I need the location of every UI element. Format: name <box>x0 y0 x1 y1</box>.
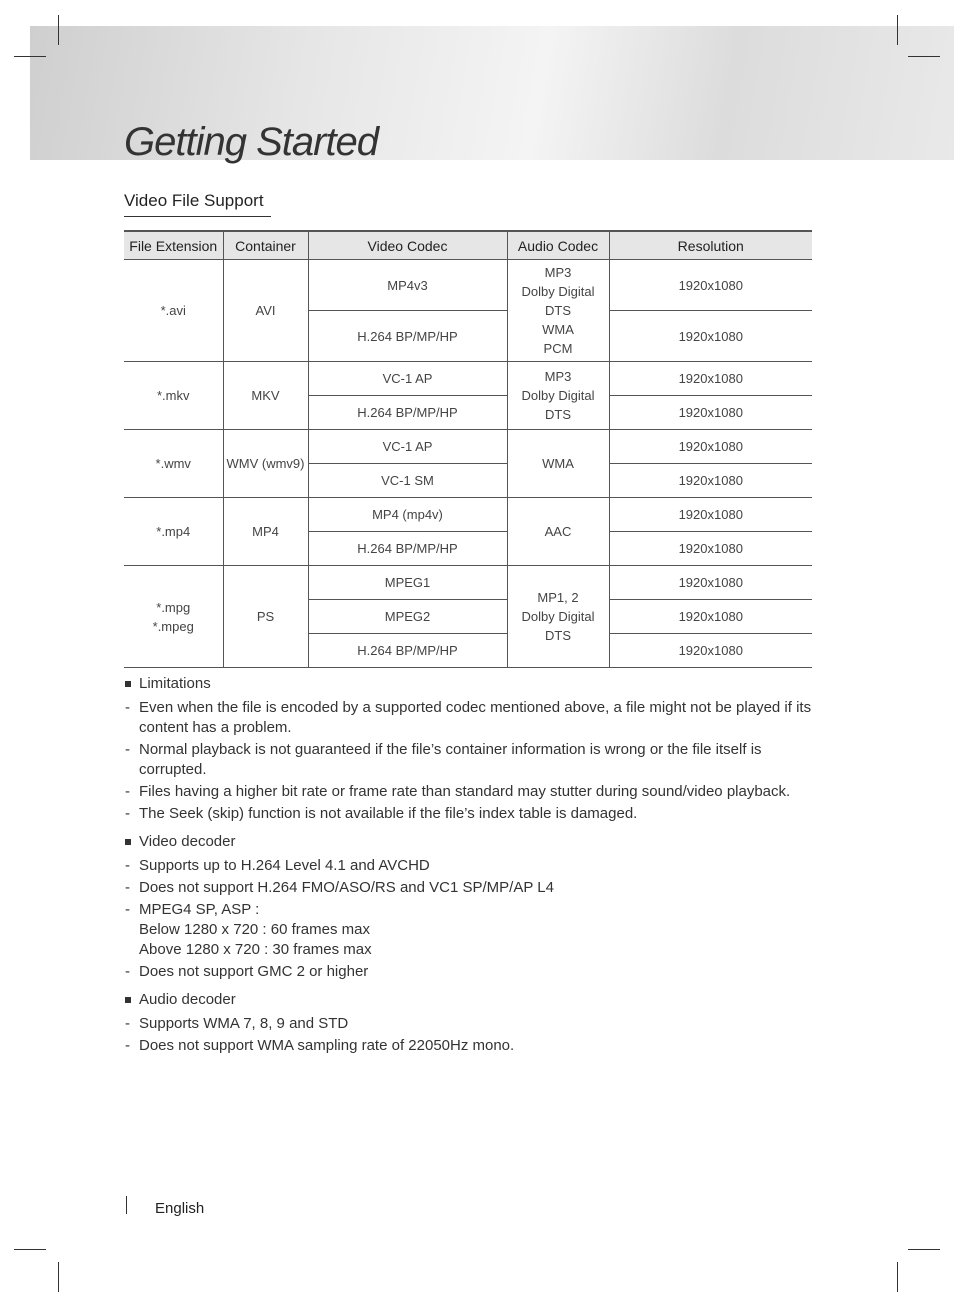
cell-video-codec: VC-1 SM <box>308 464 507 498</box>
table-header-row <box>124 231 812 260</box>
notes-section <box>124 674 814 1064</box>
notes-list <box>124 1014 814 1056</box>
table-row <box>124 498 812 532</box>
list-item-line: - Supports WMA 7, 8, 9 and STD <box>139 1015 349 1032</box>
cell-audio-codec <box>507 260 609 362</box>
cell-container: PS <box>223 566 308 668</box>
list-item-line: Above 1280 x 720 : 30 frames max <box>139 941 372 958</box>
list-item <box>124 856 814 876</box>
cell-resolution: 1920x1080 <box>609 430 812 464</box>
list-item <box>124 740 814 780</box>
notes-group-limitations <box>124 674 814 824</box>
list-item-line: - Normal playback is not guaranteed if the file’s container information is wrong or the file itself is <box>139 741 762 758</box>
cell-video-codec: MPEG2 <box>308 600 507 634</box>
list-item-line: - Does not support GMC 2 or higher <box>139 963 369 980</box>
audio-codec-item: Dolby Digital <box>521 284 595 299</box>
table-row <box>124 566 812 600</box>
cell-video-codec: MP4 (mp4v) <box>308 498 507 532</box>
list-item <box>124 878 814 898</box>
notes-heading: Limitations <box>124 674 814 694</box>
header-video-codec: Video Codec <box>308 231 507 260</box>
list-item-line: - Does not support WMA sampling rate of 22050Hz mono. <box>139 1037 515 1054</box>
cell-extension: *.avi <box>124 260 223 362</box>
crop-mark <box>897 15 898 45</box>
cell-container: MP4 <box>223 498 308 566</box>
crop-mark <box>908 56 940 57</box>
list-item <box>124 782 814 802</box>
notes-heading: Video decoder <box>124 832 814 852</box>
crop-mark <box>58 15 59 45</box>
cell-resolution: 1920x1080 <box>609 600 812 634</box>
audio-codec-item: Dolby Digital <box>521 609 595 624</box>
list-item <box>124 698 814 738</box>
cell-audio-codec: WMA <box>507 430 609 498</box>
audio-codec-item: MP3 <box>544 369 572 384</box>
cell-video-codec: H.264 BP/MP/HP <box>308 532 507 566</box>
notes-group-audio-decoder <box>124 990 814 1056</box>
list-item-line: - Supports up to H.264 Level 4.1 and AVCHD <box>139 857 430 874</box>
notes-group-video-decoder <box>124 832 814 982</box>
section-title: Video File Support <box>124 191 271 217</box>
footer-language: English <box>155 1200 205 1217</box>
cell-extension <box>124 566 223 668</box>
extension-item: *.mpeg <box>152 618 194 634</box>
list-item-line: corrupted. <box>139 761 207 778</box>
header-audio-codec: Audio Codec <box>507 231 609 260</box>
cell-extension: *.mkv <box>124 362 223 430</box>
list-item-line: - MPEG4 SP, ASP : <box>139 901 260 918</box>
cell-resolution: 1920x1080 <box>609 498 812 532</box>
audio-codec-item: DTS <box>545 628 571 643</box>
footer-divider <box>126 1196 127 1214</box>
cell-audio-codec <box>507 362 609 430</box>
cell-resolution: 1920x1080 <box>609 566 812 600</box>
audio-codec-item: MP1, 2 <box>537 590 579 605</box>
cell-resolution: 1920x1080 <box>609 362 812 396</box>
cell-audio-codec <box>507 566 609 668</box>
list-item <box>124 1014 814 1034</box>
audio-codec-item: Dolby Digital <box>521 388 595 403</box>
page-title: Getting Started <box>124 120 379 164</box>
notes-heading: Audio decoder <box>124 990 814 1010</box>
video-support-table <box>124 230 812 668</box>
list-item-line: - The Seek (skip) function is not available if the file’s index table is damaged. <box>139 805 638 822</box>
cell-resolution: 1920x1080 <box>609 311 812 362</box>
audio-codec-item: MP3 <box>544 265 572 280</box>
crop-mark <box>908 1249 940 1250</box>
cell-resolution: 1920x1080 <box>609 532 812 566</box>
list-item-line: - Files having a higher bit rate or frame rate than standard may stutter during sound/video playback. <box>139 783 791 800</box>
cell-resolution: 1920x1080 <box>609 396 812 430</box>
cell-video-codec: MP4v3 <box>308 260 507 311</box>
list-item-line: - Even when the file is encoded by a supported codec mentioned above, a file might not be played if its <box>139 699 812 716</box>
cell-resolution: 1920x1080 <box>609 260 812 311</box>
cell-video-codec: MPEG1 <box>308 566 507 600</box>
crop-mark <box>58 1262 59 1292</box>
audio-codec-item: PCM <box>543 341 573 356</box>
cell-video-codec: H.264 BP/MP/HP <box>308 311 507 362</box>
header-file-extension: File Extension <box>124 231 223 260</box>
cell-container: AVI <box>223 260 308 362</box>
header-container: Container <box>223 231 308 260</box>
audio-codec-item: DTS <box>545 303 571 318</box>
notes-list <box>124 856 814 982</box>
cell-video-codec: VC-1 AP <box>308 430 507 464</box>
cell-resolution: 1920x1080 <box>609 634 812 668</box>
cell-container: MKV <box>223 362 308 430</box>
list-item <box>124 1036 814 1056</box>
crop-mark <box>14 1249 46 1250</box>
crop-mark <box>897 1262 898 1292</box>
audio-codec-item: DTS <box>545 407 571 422</box>
cell-video-codec: H.264 BP/MP/HP <box>308 396 507 430</box>
notes-list <box>124 698 814 824</box>
cell-container: WMV (wmv9) <box>223 430 308 498</box>
audio-codec-item: WMA <box>542 322 574 337</box>
cell-video-codec: VC-1 AP <box>308 362 507 396</box>
cell-video-codec: H.264 BP/MP/HP <box>308 634 507 668</box>
cell-extension: *.wmv <box>124 430 223 498</box>
cell-extension: *.mp4 <box>124 498 223 566</box>
crop-mark <box>14 56 46 57</box>
list-item-line: - Does not support H.264 FMO/ASO/RS and VC1 SP/MP/AP L4 <box>139 879 554 896</box>
table-row <box>124 362 812 396</box>
list-item-line: content has a problem. <box>139 719 292 736</box>
table-row <box>124 430 812 464</box>
extension-item: *.mpg <box>156 599 191 615</box>
list-item <box>124 962 814 982</box>
list-item <box>124 900 814 960</box>
table-row <box>124 260 812 311</box>
cell-audio-codec: AAC <box>507 498 609 566</box>
list-item <box>124 804 814 824</box>
cell-resolution: 1920x1080 <box>609 464 812 498</box>
header-resolution: Resolution <box>609 231 812 260</box>
list-item-line: Below 1280 x 720 : 60 frames max <box>139 921 370 938</box>
